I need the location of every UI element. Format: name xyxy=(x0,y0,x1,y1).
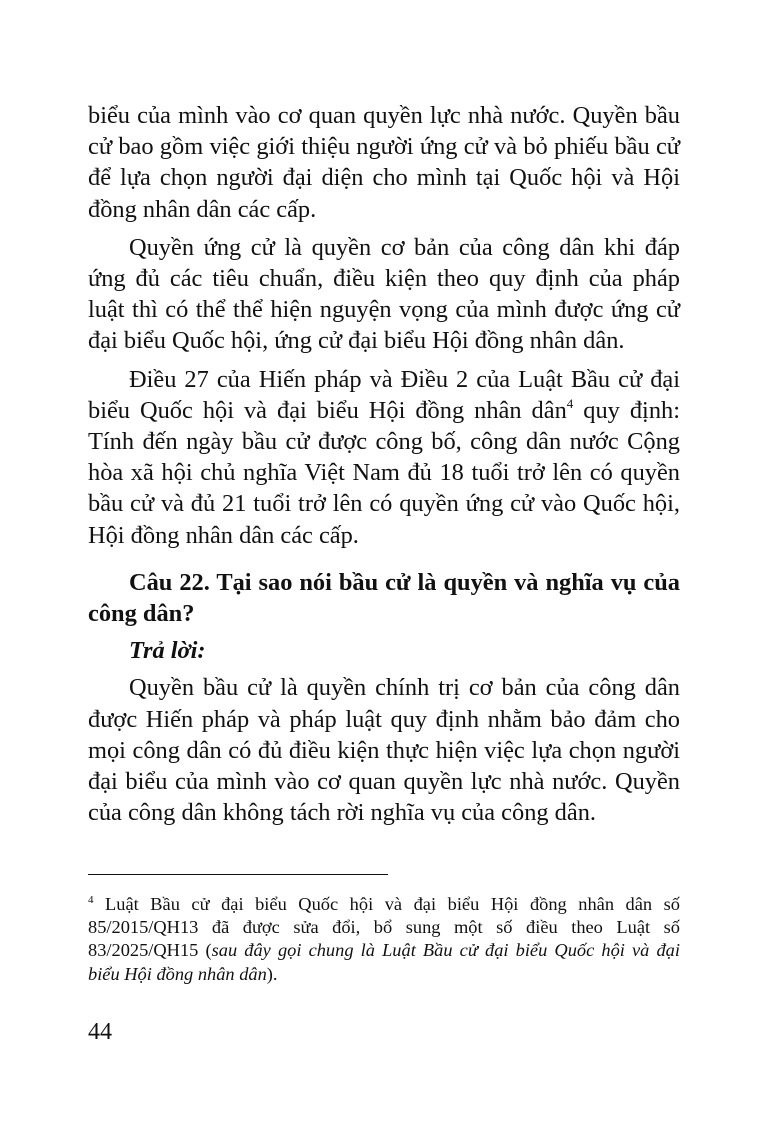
footnote-text-end: ). xyxy=(266,963,278,984)
paragraph-4: Quyền bầu cử là quyền chính trị cơ bản của công dân được Hiến pháp và pháp luật quy định nhằm bảo đảm cho mọi công dân có đủ điều kiện thực hiện việc lựa chọn người đại biểu của mình vào cơ quan quyền lực nhà nước. Quyền của công dân không tách rời nghĩa vụ của công dân. xyxy=(88,674,680,827)
paragraph-3-text-a: Điều 27 của Hiến pháp và Điều 2 của Luật Bầu cử đại biểu Quốc hội và đại biểu Hội đồng nhân dân xyxy=(88,365,680,424)
page-number: 44 xyxy=(88,1019,112,1045)
paragraph-1: biểu của mình vào cơ quan quyền lực nhà nước. Quyền bầu cử bao gồm việc giới thiệu người ứng cử và bỏ phiếu bầu cử để lựa chọn người đại diện cho mình tại Quốc hội và Hội đồng nhân dân các cấp. xyxy=(88,102,680,223)
footnote-reference: 4 xyxy=(566,395,574,411)
paragraph-3-text-b: quy định: Tính đến ngày bầu cử được công bố, công dân nước Cộng hòa xã hội chủ nghĩa Việt Nam đủ 18 tuổi trở lên có quyền bầu cử và đủ 21 tuổi trở lên có quyền ứng cử vào Quốc hội, Hội đồng nhân dân các cấp. xyxy=(88,396,680,549)
footnote-text: Luật Bầu cử đại biểu Quốc hội và đại biểu Hội đồng nhân dân số 85/2015/QH13 đã được sửa đổi, bổ sung một số điều theo Luật số 83/2025/QH15 ( xyxy=(88,894,680,961)
answer-label: Trả lời: xyxy=(129,637,206,665)
footnote-mark: 4 xyxy=(88,894,94,906)
footnote xyxy=(88,893,680,986)
question-heading: Câu 22. Tại sao nói bầu cử là quyền và nghĩa vụ của công dân? xyxy=(88,568,680,628)
footnote-separator xyxy=(88,874,388,875)
page-body xyxy=(88,100,680,835)
paragraph-2: Quyền ứng cử là quyền cơ bản của công dân khi đáp ứng đủ các tiêu chuẩn, điều kiện theo quy định của pháp luật thì có thể thể hiện nguyện vọng của mình được ứng cử đại biểu Quốc hội, ứng cử đại biểu Hội đồng nhân dân. xyxy=(88,233,680,355)
paragraph-3 xyxy=(88,364,680,551)
footnote-italic-text: sau đây gọi chung là Luật Bầu cử đại biểu Quốc hội và đại biểu Hội đồng nhân dân xyxy=(88,940,680,984)
